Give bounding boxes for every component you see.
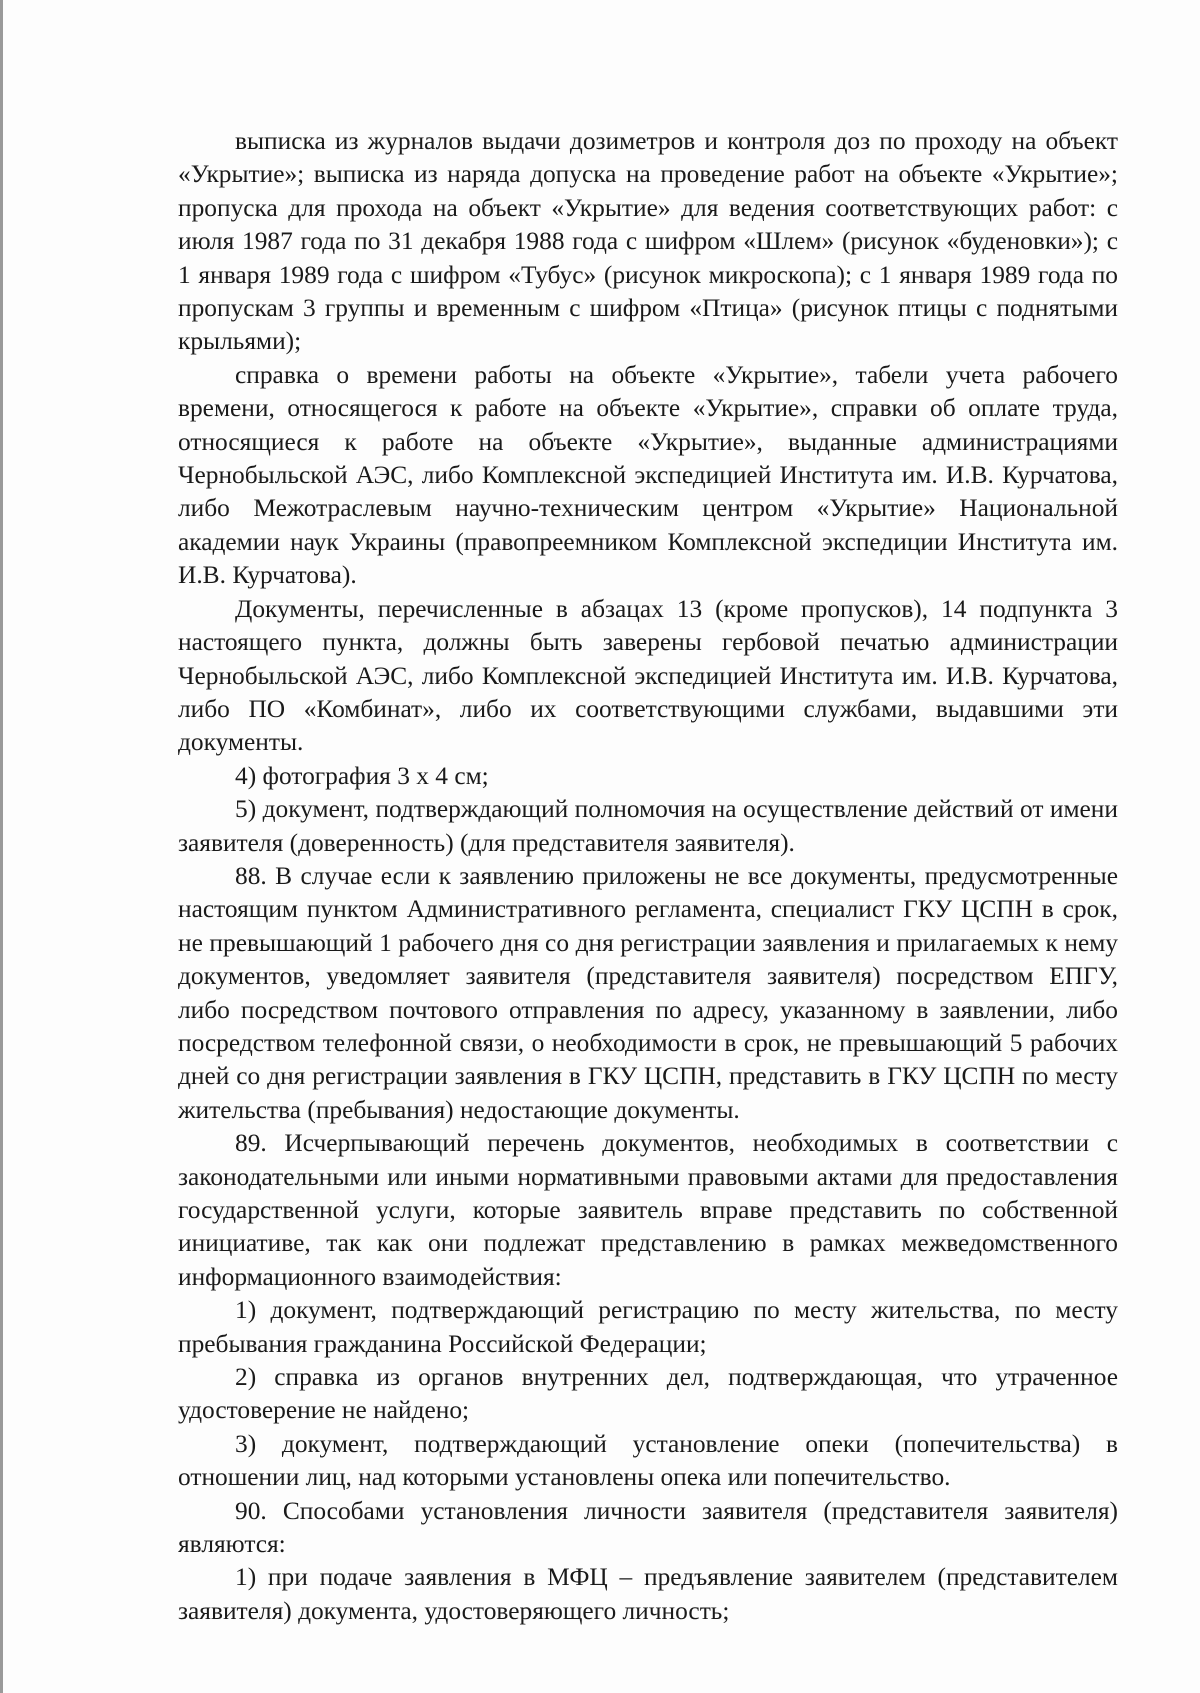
paragraph-90: 90. Способами установления личности заявителя (представителя заявителя) являются: xyxy=(178,1496,1118,1559)
paragraph-document-certification: Документы, перечисленные в абзацах 13 (кроме пропусков), 14 подпункта 3 настоящего пункта, должны быть заверены гербовой печатью администрации Чернобыльской АЭС, либо Комплексной экспедицией Института им. И.В. Курчатова, либо ПО «Комбинат», либо их соответствующими службами, выдавшими эти документы. xyxy=(178,594,1118,757)
scan-edge xyxy=(0,0,3,1693)
paragraph-88: 88. В случае если к заявлению приложены не все документы, предусмотренные настоящим пунктом Административного регламента, специалист ГКУ ЦСПН в срок, не превышающий 1 рабочего дня со дня регистрации заявления и прилагаемых к нему документов, уведомляет заявителя (представителя заявителя) посредством ЕПГУ, либо посредством почтового отправления по адресу, указанному в заявлении, либо посредством телефонной связи, о необходимости в срок, не превышающий 5 рабочих дней со дня регистрации заявления в ГКУ ЦСПН, представить в ГКУ ЦСПН по месту жительства (пребывания) недостающие документы. xyxy=(178,861,1118,1124)
paragraph-photo: 4) фотография 3 х 4 см; xyxy=(235,761,489,790)
paragraph-dosimeter-extract: выписка из журналов выдачи дозиметров и контроля доз по проходу на объект «Укрытие»; выписка из наряда допуска на проведение работ на объекте «Укрытие»; пропуска для прохода на объект «Укрытие» для ведения соответствующих работ: с июля 1987 года по 31 декабря 1988 года с шифром «Шлем» (рисунок «буденовки»); с 1 января 1989 года с шифром «Тубус» (рисунок микроскопа); с 1 января 1989 года по пропускам 3 группы и временным с шифром «Птица» (рисунок птицы с поднятыми крыльями); xyxy=(178,127,1118,356)
paragraph-90-item-1: 1) при подаче заявления в МФЦ – предъявление заявителем (представителем заявителя) документа, удостоверяющего личность; xyxy=(178,1563,1118,1625)
document-body xyxy=(178,125,1118,1628)
paragraph-89: 89. Исчерпывающий перечень документов, необходимых в соответствии с законодательными или иными нормативными правовыми актами для предоставления государственной услуги, которые заявитель вправе представить по собственной инициативе, так как они подлежат представлению в рамках межведомственного информационного взаимодействия: xyxy=(178,1129,1118,1291)
paragraph-work-certificate: справка о времени работы на объекте «Укрытие», табели учета рабочего времени, относящегося к работе на объекте «Укрытие», справки об оплате труда, относящиеся к работе на объекте «Укрытие», выданные администрациями Чернобыльской АЭС, либо Комплексной экспедицией Института им. И.В. Курчатова, либо Межотраслевым научно-техническим центром «Укрытие» Национальной академии наук Украины (правопреемником Комплексной экспедиции Института им. И.В. Курчатова). xyxy=(178,360,1118,590)
paragraph-89-item-2: 2) справка из органов внутренних дел, подтверждающая, что утраченное удостоверение не найдено; xyxy=(178,1363,1118,1425)
paragraph-89-item-3: 3) документ, подтверждающий установление опеки (попечительства) в отношении лиц, над которыми установлены опека или попечительство. xyxy=(178,1429,1118,1492)
paragraph-power-of-attorney: 5) документ, подтверждающий полномочия на осуществление действий от имени заявителя (доверенность) (для представителя заявителя). xyxy=(178,795,1118,857)
paragraph-89-item-1: 1) документ, подтверждающий регистрацию по месту жительства, по месту пребывания гражданина Российской Федерации; xyxy=(178,1296,1118,1358)
